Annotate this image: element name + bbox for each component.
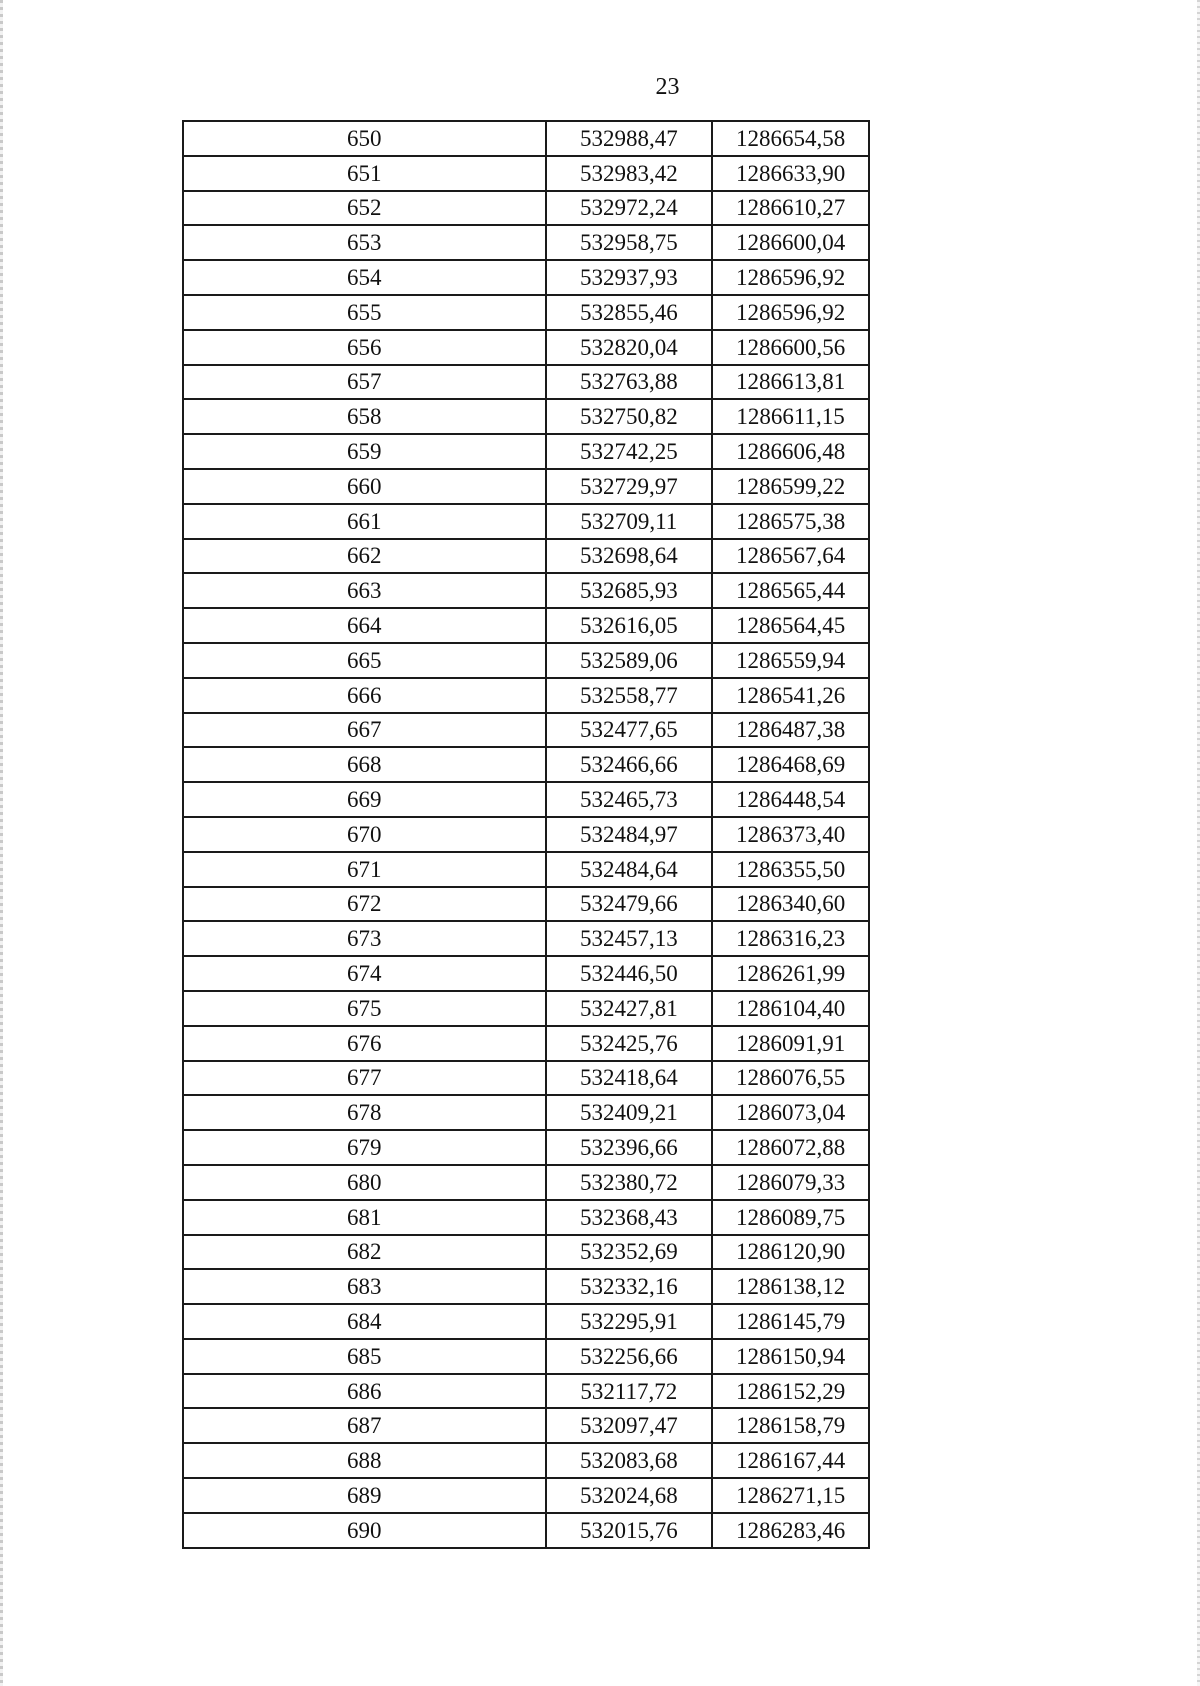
table-row <box>183 991 869 1026</box>
x-coordinate-cell: 532015,76 <box>546 1513 713 1548</box>
table-row <box>183 1061 869 1096</box>
y-coordinate-cell: 1286468,69 <box>712 747 869 782</box>
point-number-cell: 673 <box>183 921 546 956</box>
table-row <box>183 1304 869 1339</box>
point-number-cell: 663 <box>183 573 546 608</box>
point-number-cell: 668 <box>183 747 546 782</box>
table-row <box>183 1200 869 1235</box>
y-coordinate-cell: 1286167,44 <box>712 1443 869 1478</box>
table-row <box>183 817 869 852</box>
x-coordinate-cell: 532988,47 <box>546 121 713 156</box>
x-coordinate-cell: 532685,93 <box>546 573 713 608</box>
table-row <box>183 921 869 956</box>
y-coordinate-cell: 1286138,12 <box>712 1269 869 1304</box>
x-coordinate-cell: 532117,72 <box>546 1374 713 1409</box>
x-coordinate-cell: 532958,75 <box>546 225 713 260</box>
table-row <box>183 1095 869 1130</box>
y-coordinate-cell: 1286596,92 <box>712 260 869 295</box>
y-coordinate-cell: 1286340,60 <box>712 887 869 922</box>
point-number-cell: 684 <box>183 1304 546 1339</box>
y-coordinate-cell: 1286487,38 <box>712 713 869 748</box>
y-coordinate-cell: 1286559,94 <box>712 643 869 678</box>
point-number-cell: 664 <box>183 608 546 643</box>
x-coordinate-cell: 532446,50 <box>546 956 713 991</box>
y-coordinate-cell: 1286076,55 <box>712 1061 869 1096</box>
point-number-cell: 676 <box>183 1026 546 1061</box>
x-coordinate-cell: 532256,66 <box>546 1339 713 1374</box>
table-row <box>183 782 869 817</box>
y-coordinate-cell: 1286150,94 <box>712 1339 869 1374</box>
table-row <box>183 365 869 400</box>
table-row <box>183 260 869 295</box>
x-coordinate-cell: 532083,68 <box>546 1443 713 1478</box>
table-row <box>183 956 869 991</box>
table-row <box>183 1374 869 1409</box>
x-coordinate-cell: 532972,24 <box>546 191 713 226</box>
table-row <box>183 1443 869 1478</box>
y-coordinate-cell: 1286567,64 <box>712 539 869 574</box>
y-coordinate-cell: 1286565,44 <box>712 573 869 608</box>
table-row <box>183 1026 869 1061</box>
point-number-cell: 675 <box>183 991 546 1026</box>
point-number-cell: 653 <box>183 225 546 260</box>
x-coordinate-cell: 532742,25 <box>546 434 713 469</box>
y-coordinate-cell: 1286091,91 <box>712 1026 869 1061</box>
point-number-cell: 679 <box>183 1130 546 1165</box>
x-coordinate-cell: 532558,77 <box>546 678 713 713</box>
x-coordinate-cell: 532396,66 <box>546 1130 713 1165</box>
y-coordinate-cell: 1286152,29 <box>712 1374 869 1409</box>
point-number-cell: 688 <box>183 1443 546 1478</box>
point-number-cell: 655 <box>183 295 546 330</box>
x-coordinate-cell: 532425,76 <box>546 1026 713 1061</box>
point-number-cell: 678 <box>183 1095 546 1130</box>
y-coordinate-cell: 1286654,58 <box>712 121 869 156</box>
y-coordinate-cell: 1286271,15 <box>712 1478 869 1513</box>
x-coordinate-cell: 532380,72 <box>546 1165 713 1200</box>
x-coordinate-cell: 532332,16 <box>546 1269 713 1304</box>
y-coordinate-cell: 1286079,33 <box>712 1165 869 1200</box>
x-coordinate-cell: 532616,05 <box>546 608 713 643</box>
point-number-cell: 657 <box>183 365 546 400</box>
table-row <box>183 504 869 539</box>
point-number-cell: 680 <box>183 1165 546 1200</box>
y-coordinate-cell: 1286613,81 <box>712 365 869 400</box>
x-coordinate-cell: 532484,64 <box>546 852 713 887</box>
point-number-cell: 659 <box>183 434 546 469</box>
point-number-cell: 683 <box>183 1269 546 1304</box>
x-coordinate-cell: 532465,73 <box>546 782 713 817</box>
point-number-cell: 671 <box>183 852 546 887</box>
y-coordinate-cell: 1286610,27 <box>712 191 869 226</box>
point-number-cell: 672 <box>183 887 546 922</box>
point-number-cell: 669 <box>183 782 546 817</box>
point-number-cell: 689 <box>183 1478 546 1513</box>
y-coordinate-cell: 1286373,40 <box>712 817 869 852</box>
point-number-cell: 685 <box>183 1339 546 1374</box>
y-coordinate-cell: 1286575,38 <box>712 504 869 539</box>
point-number-cell: 690 <box>183 1513 546 1548</box>
point-number-cell: 650 <box>183 121 546 156</box>
y-coordinate-cell: 1286104,40 <box>712 991 869 1026</box>
y-coordinate-cell: 1286072,88 <box>712 1130 869 1165</box>
point-number-cell: 658 <box>183 399 546 434</box>
y-coordinate-cell: 1286355,50 <box>712 852 869 887</box>
table-row <box>183 1165 869 1200</box>
table-row <box>183 191 869 226</box>
x-coordinate-cell: 532097,47 <box>546 1408 713 1443</box>
y-coordinate-cell: 1286145,79 <box>712 1304 869 1339</box>
table-row <box>183 1408 869 1443</box>
point-number-cell: 677 <box>183 1061 546 1096</box>
y-coordinate-cell: 1286158,79 <box>712 1408 869 1443</box>
table-row <box>183 539 869 574</box>
x-coordinate-cell: 532937,93 <box>546 260 713 295</box>
table-row <box>183 643 869 678</box>
y-coordinate-cell: 1286073,04 <box>712 1095 869 1130</box>
x-coordinate-cell: 532983,42 <box>546 156 713 191</box>
y-coordinate-cell: 1286564,45 <box>712 608 869 643</box>
table-row <box>183 1339 869 1374</box>
point-number-cell: 667 <box>183 713 546 748</box>
point-number-cell: 670 <box>183 817 546 852</box>
point-number-cell: 674 <box>183 956 546 991</box>
y-coordinate-cell: 1286596,92 <box>712 295 869 330</box>
x-coordinate-cell: 532352,69 <box>546 1235 713 1270</box>
x-coordinate-cell: 532024,68 <box>546 1478 713 1513</box>
x-coordinate-cell: 532750,82 <box>546 399 713 434</box>
x-coordinate-cell: 532484,97 <box>546 817 713 852</box>
point-number-cell: 661 <box>183 504 546 539</box>
x-coordinate-cell: 532855,46 <box>546 295 713 330</box>
table-row <box>183 1478 869 1513</box>
table-row <box>183 852 869 887</box>
table-row <box>183 1235 869 1270</box>
y-coordinate-cell: 1286283,46 <box>712 1513 869 1548</box>
table-row <box>183 434 869 469</box>
table-row <box>183 399 869 434</box>
point-number-cell: 656 <box>183 330 546 365</box>
x-coordinate-cell: 532479,66 <box>546 887 713 922</box>
coordinates-table-body <box>183 121 869 1548</box>
x-coordinate-cell: 532409,21 <box>546 1095 713 1130</box>
point-number-cell: 682 <box>183 1235 546 1270</box>
y-coordinate-cell: 1286089,75 <box>712 1200 869 1235</box>
table-row <box>183 1130 869 1165</box>
y-coordinate-cell: 1286316,23 <box>712 921 869 956</box>
table-row <box>183 887 869 922</box>
point-number-cell: 666 <box>183 678 546 713</box>
x-coordinate-cell: 532820,04 <box>546 330 713 365</box>
point-number-cell: 662 <box>183 539 546 574</box>
point-number-cell: 654 <box>183 260 546 295</box>
y-coordinate-cell: 1286633,90 <box>712 156 869 191</box>
y-coordinate-cell: 1286606,48 <box>712 434 869 469</box>
point-number-cell: 686 <box>183 1374 546 1409</box>
x-coordinate-cell: 532295,91 <box>546 1304 713 1339</box>
table-row <box>183 469 869 504</box>
table-row <box>183 330 869 365</box>
point-number-cell: 651 <box>183 156 546 191</box>
y-coordinate-cell: 1286600,56 <box>712 330 869 365</box>
x-coordinate-cell: 532709,11 <box>546 504 713 539</box>
x-coordinate-cell: 532457,13 <box>546 921 713 956</box>
table-row <box>183 573 869 608</box>
y-coordinate-cell: 1286261,99 <box>712 956 869 991</box>
table-row <box>183 713 869 748</box>
page-number: 23 <box>655 74 680 100</box>
table-row <box>183 1513 869 1548</box>
table-row <box>183 295 869 330</box>
point-number-cell: 681 <box>183 1200 546 1235</box>
table-row <box>183 156 869 191</box>
y-coordinate-cell: 1286599,22 <box>712 469 869 504</box>
point-number-cell: 687 <box>183 1408 546 1443</box>
table-row <box>183 225 869 260</box>
x-coordinate-cell: 532589,06 <box>546 643 713 678</box>
x-coordinate-cell: 532763,88 <box>546 365 713 400</box>
table-row <box>183 121 869 156</box>
x-coordinate-cell: 532729,97 <box>546 469 713 504</box>
x-coordinate-cell: 532466,66 <box>546 747 713 782</box>
point-number-cell: 652 <box>183 191 546 226</box>
table-row <box>183 678 869 713</box>
coordinates-table <box>182 120 870 1549</box>
x-coordinate-cell: 532427,81 <box>546 991 713 1026</box>
table-row <box>183 1269 869 1304</box>
point-number-cell: 660 <box>183 469 546 504</box>
scan-edge-left <box>0 0 3 1686</box>
y-coordinate-cell: 1286541,26 <box>712 678 869 713</box>
y-coordinate-cell: 1286120,90 <box>712 1235 869 1270</box>
table-row <box>183 608 869 643</box>
y-coordinate-cell: 1286448,54 <box>712 782 869 817</box>
x-coordinate-cell: 532418,64 <box>546 1061 713 1096</box>
y-coordinate-cell: 1286611,15 <box>712 399 869 434</box>
x-coordinate-cell: 532477,65 <box>546 713 713 748</box>
table-row <box>183 747 869 782</box>
y-coordinate-cell: 1286600,04 <box>712 225 869 260</box>
point-number-cell: 665 <box>183 643 546 678</box>
x-coordinate-cell: 532368,43 <box>546 1200 713 1235</box>
x-coordinate-cell: 532698,64 <box>546 539 713 574</box>
